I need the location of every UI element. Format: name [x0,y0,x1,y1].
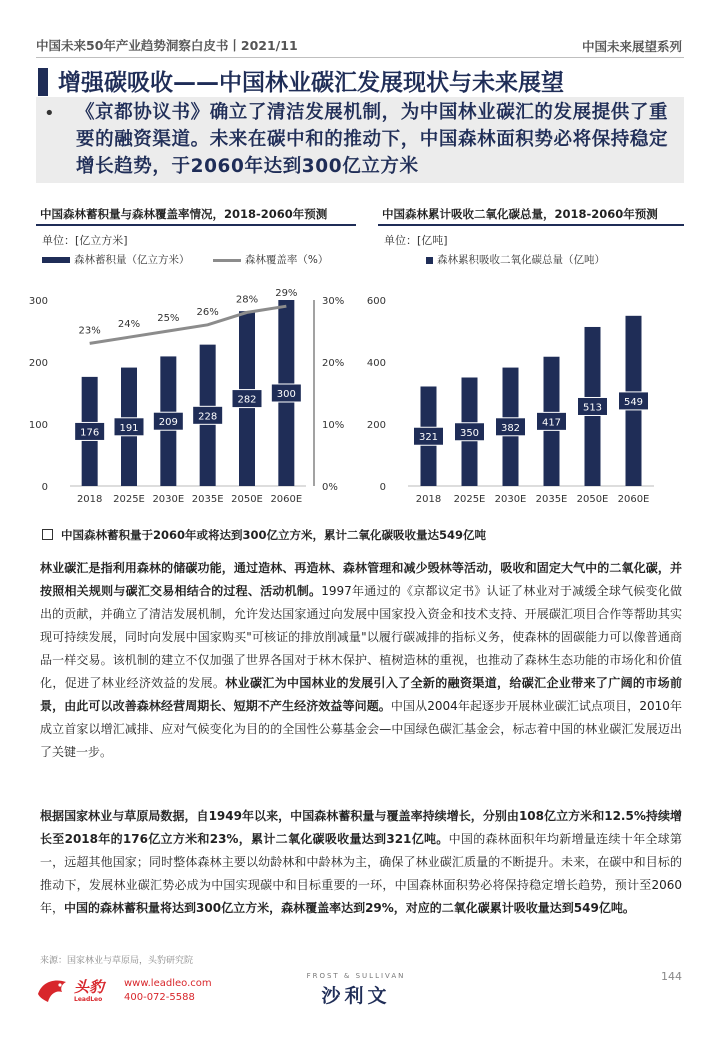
line-data-label: 25% [157,313,180,324]
frost-sullivan-logo [296,972,416,1006]
header-doc-title: 中国未来50年产业趋势洞察白皮书丨2021/11 [36,38,298,53]
checkbox-bullet-icon [42,529,53,540]
bar-data-label: 209 [158,417,178,429]
x-tick-label: 2060E [617,494,650,505]
y-tick-label: 300 [28,296,48,307]
chart2-legend-label: 森林累积吸收二氧化碳总量（亿吨） [437,254,605,266]
line-data-label: 26% [196,306,219,318]
y2-tick-label: 30% [322,296,345,307]
y-tick-label: 200 [366,420,386,431]
leadleo-logo [36,972,226,1008]
header-divider [36,57,684,58]
line-data-label: 29% [275,288,298,300]
y-tick-label: 200 [28,358,48,369]
legend-line-label: 森林覆盖率（%） [244,254,329,266]
bar-data-label: 191 [119,422,139,434]
line-data-label: 24% [117,319,141,331]
leadleo-name: 头豹 [74,978,105,996]
legend-bar-label: 森林蓄积量（亿立方米） [74,254,190,266]
bar-data-label: 300 [276,389,296,400]
summary-box [36,97,684,183]
title-accent-bar [38,68,48,96]
x-tick-label: 2018 [76,494,103,505]
y-tick-label: 100 [28,420,48,431]
line-data-label: 28% [235,294,259,306]
chart1-unit: 单位：[亿立方米] [42,234,128,247]
y2-tick-label: 10% [322,420,345,431]
x-tick-label: 2018 [415,494,442,505]
para2-bold-intro: 根据国家林业与草原局数据，自1949年以来，中国森林蓄积量与覆盖率持续增长，分别由108亿立方米和12.5%持续增长至2018年的176亿立方米和23%，累计二氧化碳吸收量达到321亿吨。 [40,809,682,846]
x-tick-label: 2060E [270,494,303,505]
y-tick-label: 400 [366,358,386,369]
bar-data-label: 513 [582,402,603,414]
bullet-icon: • [44,103,55,124]
x-tick-label: 2030E [152,494,185,505]
chart2-legend [426,252,605,267]
chart1-legend [42,252,328,267]
chart1-title: 中国森林蓄积量与森林覆盖率情况，2018-2060年预测 [40,207,328,221]
header-series-name: 中国未来展望系列 [581,39,682,54]
frost-sullivan-en: FROST & SULLIVAN [306,972,406,980]
bar-data-label: 382 [500,422,521,434]
para1-text-end: 中国从2004年起逐步开展林业碳汇试点项目，2010年成立首家以增汇减排、应对气候变化为目的的全国性公募基金会—中国绿色碳汇基金会，标志着中国的林业碳汇发展迈出了关键一步。 [40,699,682,759]
x-tick-label: 2025E [453,494,486,505]
body-paragraph-2 [40,805,682,920]
leadleo-url[interactable]: www.leadleo.com [124,978,212,989]
legend-line-swatch-icon [213,259,241,262]
bar-data-label: 321 [418,432,439,444]
para1-bold-mid: 林业碳汇为中国林业的发展引入了全新的融资渠道，给碳汇企业带来了广阔的市场前景，由此可以改善森林经营周期长、短期不产生经济效益等问题。 [40,676,682,713]
leadleo-sub: LeadLeo [74,996,103,1003]
y-tick-label: 0 [41,482,48,493]
caption-text: 中国森林蓄积量于2060年或将达到300亿立方米，累计二氧化碳吸收量达549亿吨 [61,528,487,542]
line-data-label: 23% [78,325,101,337]
para1-text: 1997年通过的《京都议定书》认证了林业对于减缓全球气候变化做出的贡献，并确立了清洁发展机制，允许发达国家通过向发展中国家投入资金和技术支持、开展碳汇项目合作等帮助其实现可持续发展，同时向发展中国家购买"可核证的排放削减量"以履行碳减排的指标义务，使森林的固碳能力可以像普通商品一样交易。该机制的建立不仅加强了世界各国对于林木保护、植树造林的重视，也推动了森林生态功能的市场化和价值化，促进了林业经济效益的发展。 [40,584,682,690]
bar-data-label: 228 [198,411,218,423]
body-paragraph-1 [40,557,682,764]
x-tick-label: 2050E [576,494,609,505]
chart2-plot [366,278,690,513]
bar-data-label: 417 [541,417,562,429]
chart1-title-underline [36,224,356,226]
legend-square-swatch-icon [426,257,433,264]
chart2-title: 中国森林累计吸收二氧化碳总量，2018-2060年预测 [382,207,658,221]
chart2-unit: 单位：[亿吨] [384,234,448,247]
chart-caption [42,527,486,543]
legend-item-line [213,254,328,266]
page-number: 144 [661,970,682,983]
y-tick-label: 600 [366,296,386,307]
chart1-plot [30,278,360,513]
bar-data-label: 176 [80,427,100,439]
legend-item-bar [42,254,190,266]
x-tick-label: 2035E [535,494,568,505]
legend-bar-swatch-icon [42,257,70,263]
source-note: 来源：国家林业与草原局，头豹研究院 [40,956,194,966]
x-tick-label: 2030E [494,494,527,505]
y2-tick-label: 20% [322,358,345,369]
x-tick-label: 2025E [113,494,145,505]
para2-text: 中国的森林面积年均新增量连续十年全球第一，远超其他国家；同时整体森林主要以幼龄林和中龄林为主，确保了林业碳汇质量的不断提升。未来，在碳中和目标的推动下，发展林业碳汇势必成为中国实现碳中和目标重要的一环，中国森林面积势必将保持稳定增长趋势，预计至2060年， [40,832,682,915]
frost-sullivan-cn: 沙利文 [321,985,391,1007]
para2-bold-end: 中国的森林蓄积量将达到300亿立方米，森林覆盖率达到29%，对应的二氧化碳累计吸收量达到549亿吨。 [64,901,635,915]
x-tick-label: 2035E [191,494,224,505]
leopard-logo-icon [36,974,70,1004]
page-title: 增强碳吸收——中国林业碳汇发展现状与未来展望 [58,70,564,96]
bar-data-label: 282 [237,394,257,406]
x-tick-label: 2050E [231,494,263,505]
para1-bold-intro: 林业碳汇是指利用森林的储碳功能，通过造林、再造林、森林管理和减少毁林等活动，吸收和固定大气中的二氧化碳，并按照相关规则与碳汇交易相结合的过程、活动机制。 [40,561,682,598]
bar-data-label: 549 [623,396,644,408]
y-tick-label: 0 [379,482,386,493]
summary-text: 《京都协议书》确立了清洁发展机制，为中国林业碳汇的发展提供了重要的融资渠道。未来在碳中和的推动下，中国森林面积势必将保持稳定增长趋势，于2060年达到300亿立方米 [76,102,669,177]
leadleo-phone: 400-072-5588 [124,992,195,1003]
chart2-title-underline [378,224,684,226]
bar-data-label: 350 [459,427,480,439]
y2-tick-label: 0% [322,482,338,493]
